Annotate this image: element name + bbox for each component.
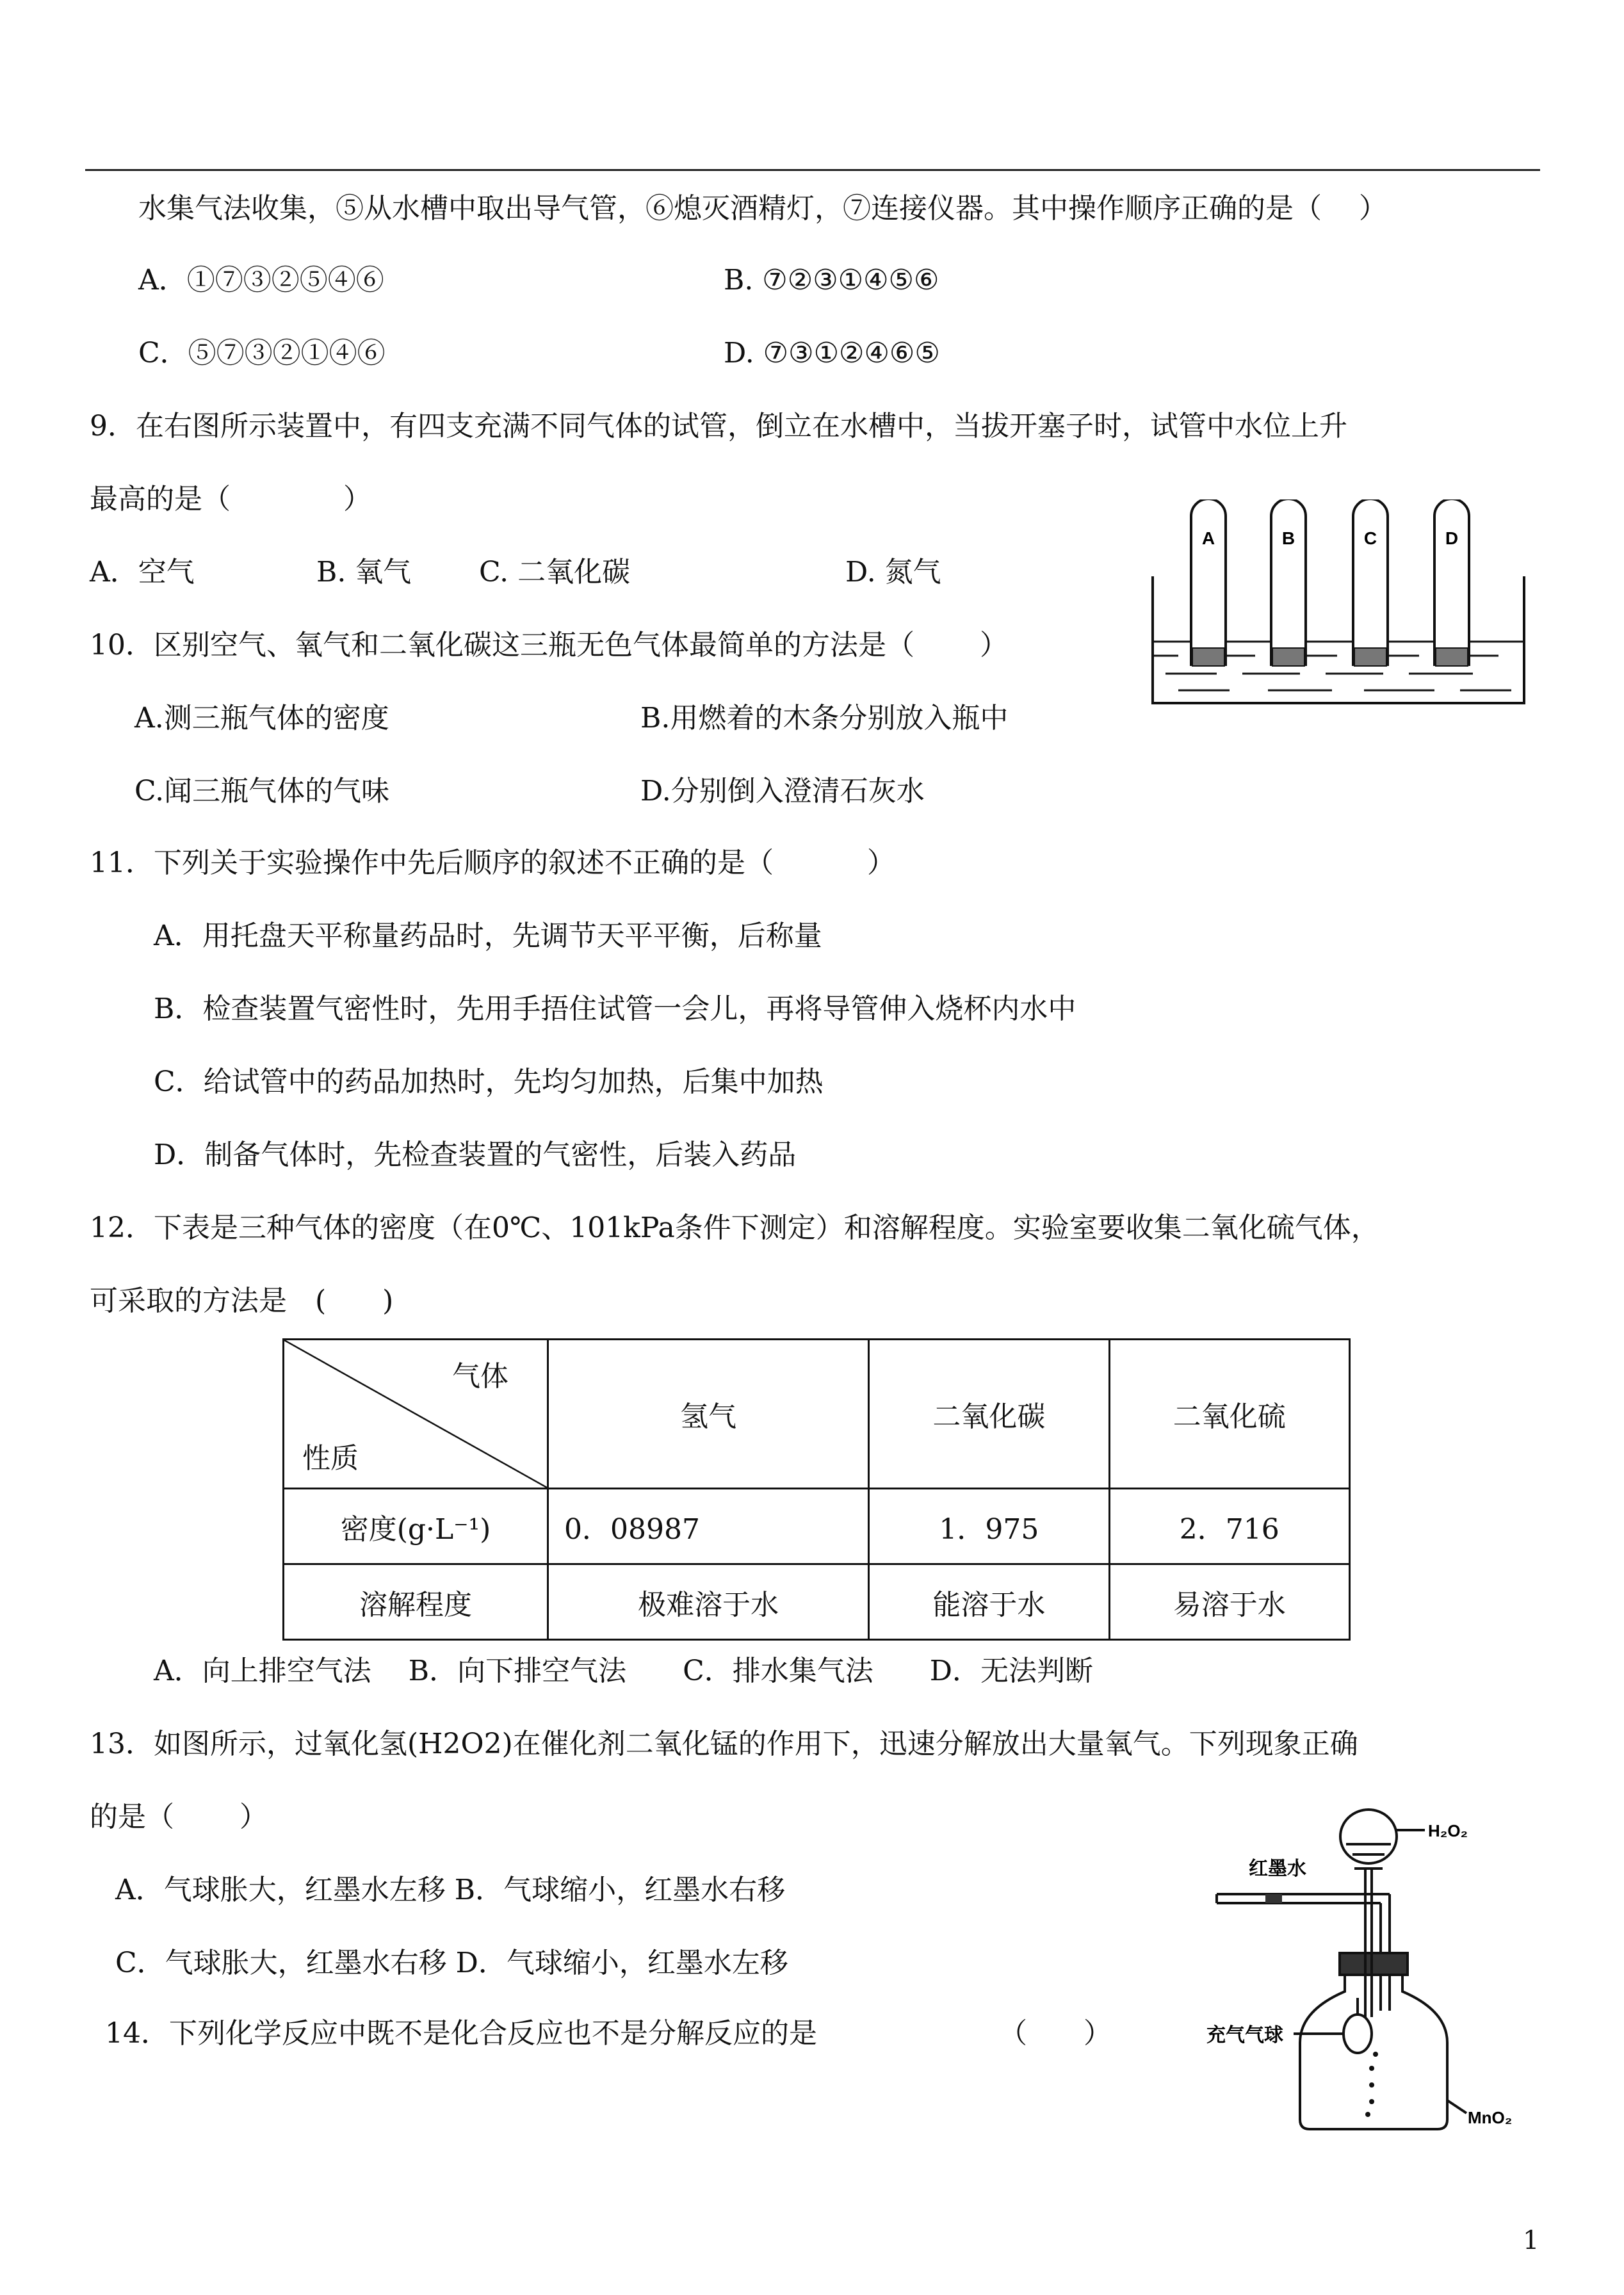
q9-option-c: C. 二氧化碳 bbox=[479, 556, 631, 588]
tube-b-label: B bbox=[1281, 528, 1295, 548]
corner-label-gas: 气体 bbox=[452, 1360, 508, 1393]
q8-option-c: C．⑤⑦③②①④⑥ bbox=[138, 337, 386, 369]
tube-d bbox=[1434, 499, 1469, 666]
page-number: 1 bbox=[1523, 2226, 1539, 2255]
q8-option-b: B. ⑦②③①④⑤⑥ bbox=[724, 264, 939, 296]
q13-stem-line1: 13．如图所示，过氧化氢(H2O2)在催化剂二氧化锰的作用下，迅速分解放出大量氧气。下列现象正确 bbox=[90, 1728, 1358, 1760]
red-ink-drop bbox=[1265, 1894, 1282, 1903]
row-label-solubility: 溶解程度 bbox=[284, 1564, 548, 1640]
q10-stem: 10．区别空气、氧气和二氧化碳这三瓶无色气体最简单的方法是（ ） bbox=[90, 629, 1008, 661]
gas-properties-table bbox=[282, 1338, 1351, 1641]
q9-option-d: D. 氮气 bbox=[845, 556, 941, 588]
label-red-ink: 红墨水 bbox=[1249, 1858, 1306, 1879]
q8-option-a: A．①⑦③②⑤④⑥ bbox=[138, 264, 384, 296]
flask-body bbox=[1300, 1972, 1447, 2129]
q13-figure-apparatus bbox=[1204, 1799, 1537, 2139]
table-row-solubility bbox=[284, 1564, 1350, 1640]
q10-option-b: B.用燃着的木条分别放入瓶中 bbox=[640, 702, 1009, 734]
q11-option-d: D．制备气体时，先检查装置的气密性，后装入药品 bbox=[154, 1139, 797, 1171]
q11-stem: 11．下列关于实验操作中先后顺序的叙述不正确的是（ ） bbox=[90, 847, 895, 879]
q9-option-b: B. 氧气 bbox=[316, 556, 412, 588]
row-label-density: 密度(g·L⁻¹) bbox=[284, 1489, 548, 1564]
density-carbon-dioxide: 1．975 bbox=[869, 1489, 1109, 1564]
q11-option-c: C．给试管中的药品加热时，先均匀加热，后集中加热 bbox=[154, 1066, 824, 1098]
q11-option-a: A．用托盘天平称量药品时，先调节天平平衡，后称量 bbox=[154, 920, 822, 952]
q8-continuation: 水集气法收集，⑤从水槽中取出导气管，⑥熄灭酒精灯，⑦连接仪器。其中操作顺序正确的是（ ） bbox=[138, 192, 1387, 225]
q14-stem: 14．下列化学反应中既不是化合反应也不是分解反应的是 bbox=[105, 2017, 817, 2050]
header-sulfur-dioxide: 二氧化硫 bbox=[1109, 1340, 1349, 1489]
mno2-particles bbox=[1365, 2052, 1378, 2117]
label-h2o2: H₂O₂ bbox=[1428, 1821, 1468, 1840]
solubility-hydrogen: 极难溶于水 bbox=[548, 1564, 869, 1640]
header-rule bbox=[85, 169, 1540, 171]
label-balloon: 充气气球 bbox=[1206, 2025, 1283, 2046]
tube-a-label: A bbox=[1201, 528, 1215, 548]
q12-stem-line2: 可采取的方法是 ( ) bbox=[90, 1285, 394, 1317]
density-sulfur-dioxide: 2．716 bbox=[1109, 1489, 1349, 1564]
q9-option-a: A．空气 bbox=[90, 556, 195, 588]
solubility-sulfur-dioxide: 易溶于水 bbox=[1109, 1564, 1349, 1640]
q10-option-a: A.测三瓶气体的密度 bbox=[134, 702, 389, 734]
q9-stem-line2: 最高的是（ ） bbox=[90, 483, 371, 515]
q10-option-d: D.分别倒入澄清石灰水 bbox=[640, 775, 925, 807]
density-hydrogen: 0．08987 bbox=[548, 1489, 869, 1564]
header-hydrogen: 氢气 bbox=[548, 1340, 869, 1489]
solubility-carbon-dioxide: 能溶于水 bbox=[869, 1564, 1109, 1640]
q14-answer-blank: （ ） bbox=[999, 2017, 1112, 2050]
table-corner-cell bbox=[284, 1340, 548, 1489]
q13-options-ab: A．气球胀大，红墨水左移 B．气球缩小，红墨水右移 bbox=[115, 1874, 786, 1906]
tube-d-label: D bbox=[1445, 528, 1459, 548]
q12-options: A．向上排空气法 B．向下排空气法 C．排水集气法 D．无法判断 bbox=[154, 1655, 1094, 1687]
q9-figure-water-trough bbox=[1140, 499, 1537, 717]
stopper bbox=[1340, 1953, 1408, 1975]
label-mno2: MnO₂ bbox=[1468, 2108, 1513, 2127]
q11-option-b: B．检查装置气密性时，先用手捂住试管一会儿，再将导管伸入烧杯内水中 bbox=[154, 993, 1076, 1025]
q8-option-d: D. ⑦③①②④⑥⑤ bbox=[724, 337, 940, 369]
q13-stem-line2: 的是（ ） bbox=[90, 1801, 268, 1833]
q12-stem-line1: 12．下表是三种气体的密度（在0℃、101kPa条件下测定）和溶解程度。实验室要收集二氧化硫气体， bbox=[90, 1212, 1379, 1244]
tube-c-label: C bbox=[1363, 528, 1377, 548]
balloon bbox=[1344, 2015, 1372, 2053]
tube-c bbox=[1353, 499, 1388, 666]
tube-b bbox=[1271, 499, 1306, 666]
header-carbon-dioxide: 二氧化碳 bbox=[869, 1340, 1109, 1489]
corner-label-property: 性质 bbox=[302, 1442, 359, 1475]
q9-stem-line1: 9．在右图所示装置中，有四支充满不同气体的试管，倒立在水槽中，当拔开塞子时，试管中水位上升 bbox=[90, 410, 1347, 442]
table-header-row bbox=[284, 1340, 1350, 1489]
tube-a bbox=[1191, 499, 1226, 666]
q13-options-cd: C．气球胀大，红墨水右移 D．气球缩小，红墨水左移 bbox=[115, 1947, 788, 1979]
q10-option-c: C.闻三瓶气体的气味 bbox=[134, 775, 390, 807]
table-row-density bbox=[284, 1489, 1350, 1564]
